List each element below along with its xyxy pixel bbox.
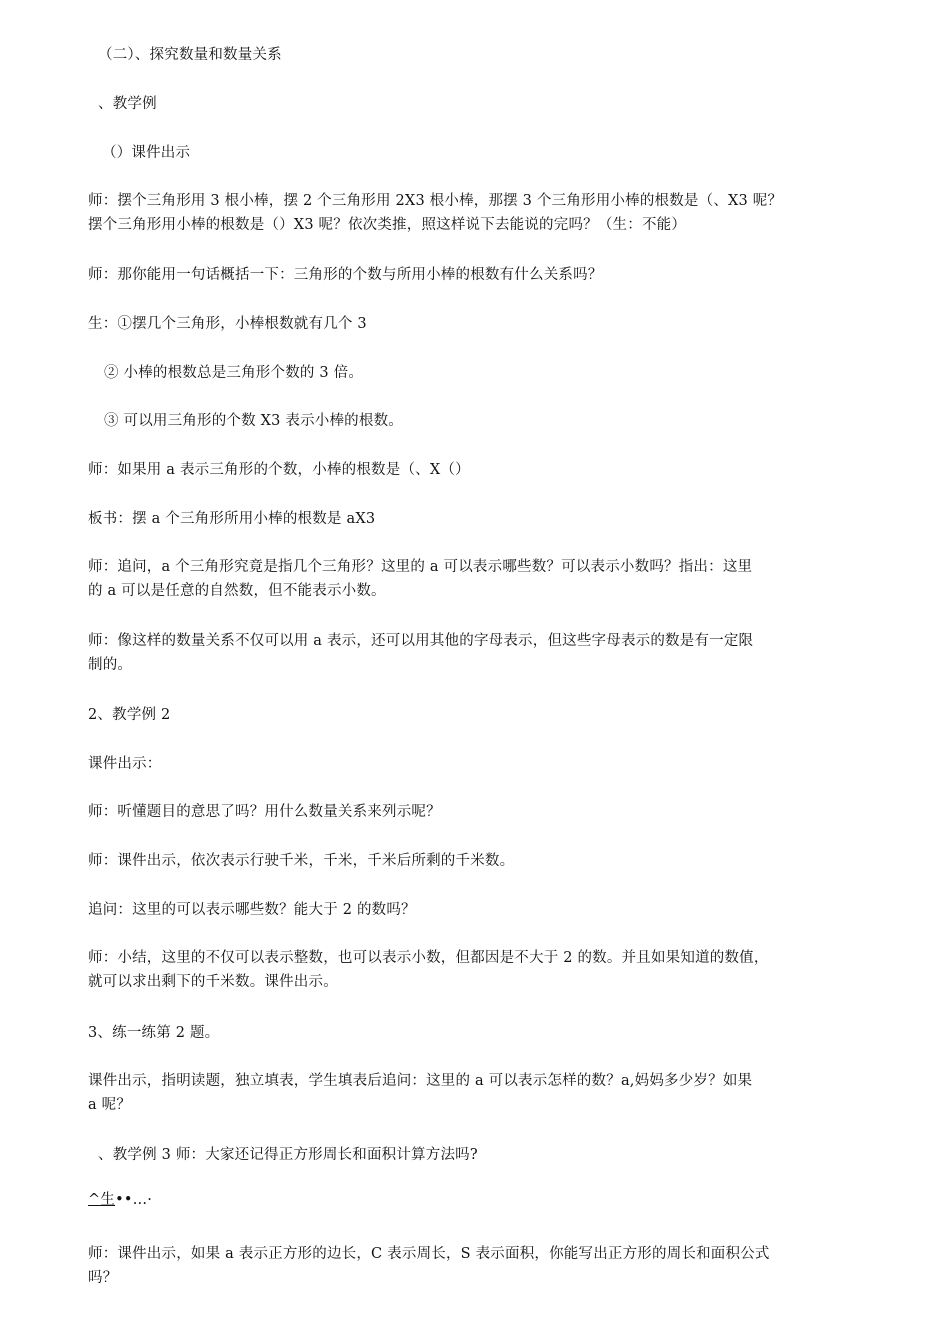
paragraph-line: 师：课件出示，依次表示行驶千米，千米，千米后所剩的千米数。 bbox=[88, 853, 515, 869]
subheading-exercise: 3、练一练第 2 题。 bbox=[88, 1025, 220, 1041]
list-item: ② 小棒的根数总是三角形个数的 3 倍。 bbox=[104, 365, 364, 381]
paragraph-line: 制的。 bbox=[88, 657, 133, 673]
paragraph-line: 师：摆个三角形用 3 根小棒，摆 2 个三角形用 2X3 根小棒，那摆 3 个三角形用小棒的根数是（、X3 呢？ bbox=[88, 193, 783, 209]
paragraph-line: 师：那你能用一句话概括一下：三角形的个数与所用小棒的根数有什么关系吗？ bbox=[88, 267, 603, 283]
paragraph-line: 的 a 可以是任意的自然数，但不能表示小数。 bbox=[88, 583, 386, 599]
subheading-example-2: 2、教学例 2 bbox=[88, 707, 171, 723]
list-item: ③ 可以用三角形的个数 X3 表示小棒的根数。 bbox=[104, 413, 403, 429]
paragraph-line: 课件出示，指明读题，独立填表，学生填表后追问：这里的 a 可以表示怎样的数？a,妈妈多少岁？如果 bbox=[88, 1073, 753, 1089]
board-note: 板书：摆 a 个三角形所用小棒的根数是 aX3 bbox=[88, 511, 376, 527]
subheading-example-3: 、教学例 3 师：大家还记得正方形周长和面积计算方法吗? bbox=[98, 1147, 478, 1163]
paragraph-line: 师：课件出示，如果 a 表示正方形的边长，C 表示周长，S 表示面积，你能写出正方形的周长和面积公式 bbox=[88, 1246, 770, 1262]
paragraph-line: 师：像这样的数量关系不仅可以用 a 表示，还可以用其他的字母表示，但这些字母表示的数是有一定限 bbox=[88, 633, 754, 649]
subheading-courseware: （）课件出示 bbox=[102, 145, 191, 161]
paragraph-line: 生：①摆几个三角形，小棒根数就有几个 3 bbox=[88, 316, 367, 332]
subheading-example: 、教学例 bbox=[98, 96, 157, 112]
paragraph-line bbox=[88, 1188, 868, 1212]
paragraph-line: 摆个三角形用小棒的根数是（）X3 呢？依次类推，照这样说下去能说的完吗？（生：不能） bbox=[88, 217, 687, 233]
paragraph-line: 课件出示： bbox=[88, 756, 162, 772]
paragraph-line: a 呢？ bbox=[88, 1097, 132, 1113]
paragraph-line: 师：听懂题目的意思了吗？用什么数量关系来列示呢？ bbox=[88, 804, 441, 820]
underlined-text: ^生 bbox=[88, 1192, 116, 1208]
section-heading: （二）、探究数量和数量关系 bbox=[98, 47, 282, 63]
paragraph-line: 师：如果用 a 表示三角形的个数，小棒的根数是（、X（） bbox=[88, 462, 470, 478]
paragraph-line: 吗？ bbox=[88, 1270, 118, 1286]
paragraph-line: 师：追问，a 个三角形究竟是指几个三角形？这里的 a 可以表示哪些数？可以表示小数吗？指出：这里 bbox=[88, 559, 753, 575]
ellipsis-text: ••…· bbox=[115, 1192, 153, 1208]
paragraph-line: 师：小结，这里的不仅可以表示整数，也可以表示小数，但都因是不大于 2 的数。并且如果知道的数值， bbox=[88, 950, 769, 966]
paragraph-line: 就可以求出剩下的千米数。课件出示。 bbox=[88, 974, 338, 990]
paragraph-line: 追问：这里的可以表示哪些数？能大于 2 的数吗？ bbox=[88, 902, 416, 918]
